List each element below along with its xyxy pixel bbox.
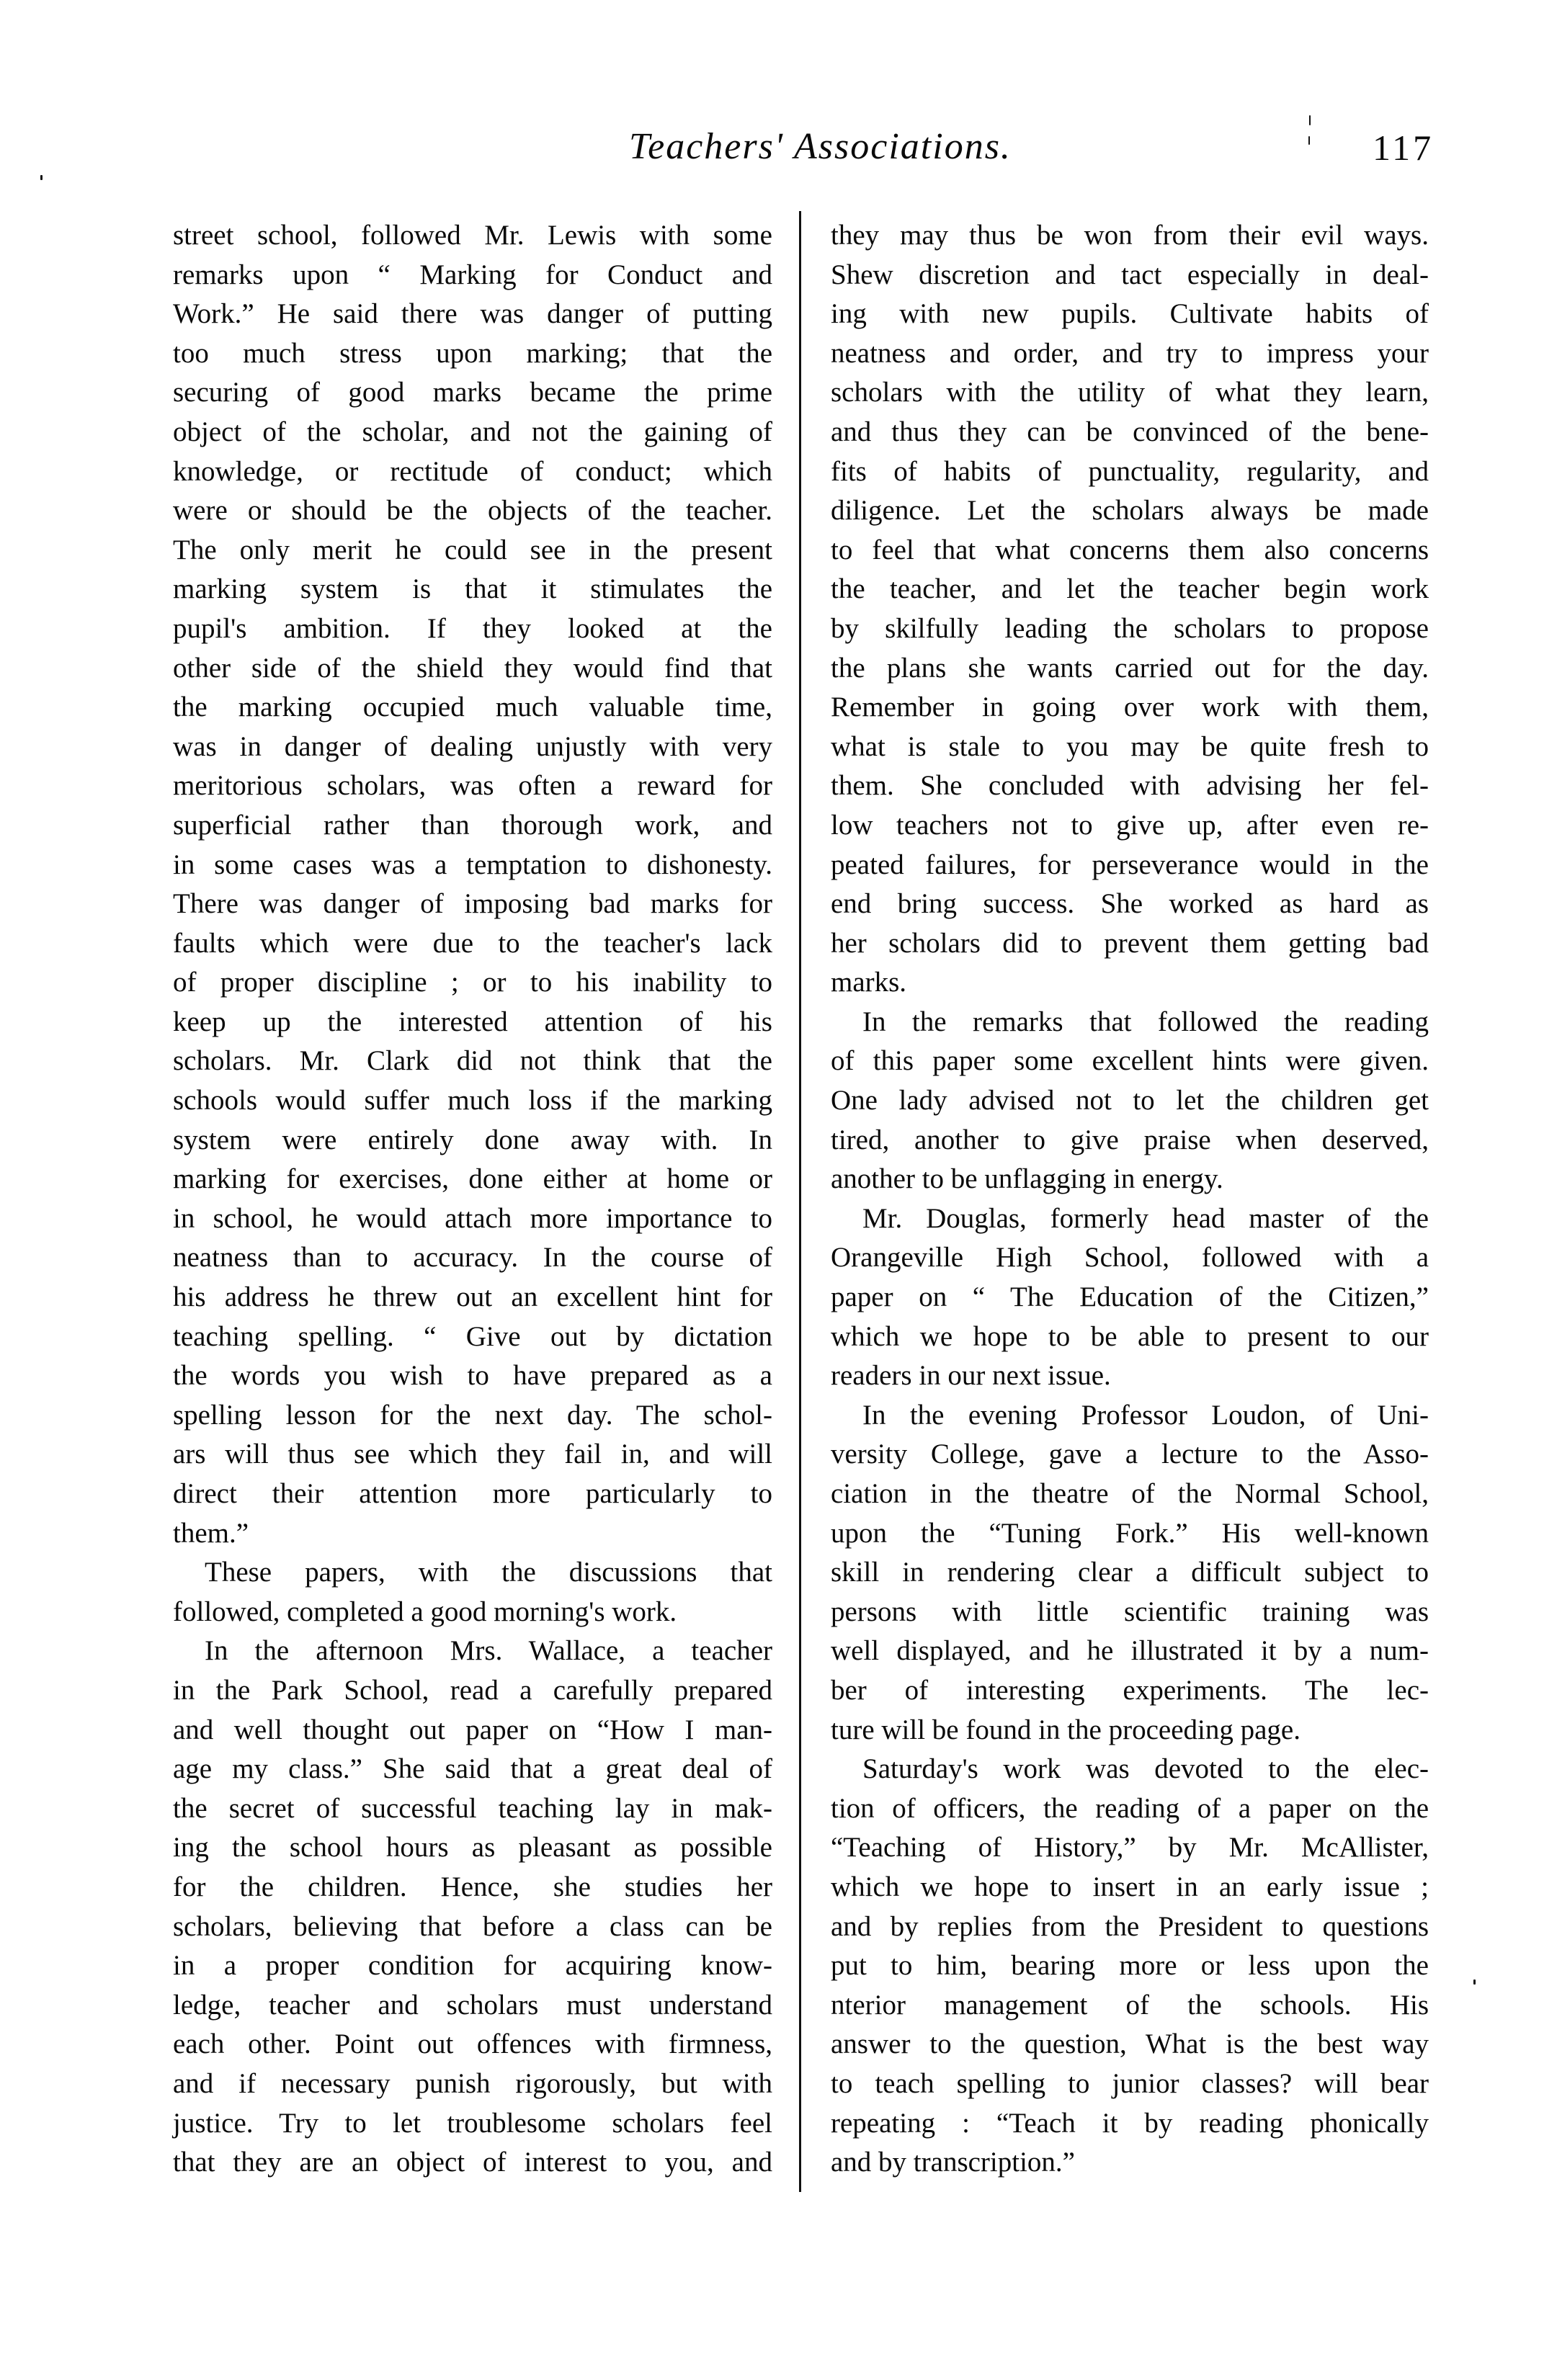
text-line: age my class.” She said that a great deal of (173, 1753, 772, 1785)
text-line: ber of interesting experiments. The lec- (831, 1674, 1429, 1706)
text-line: Remember in going over work with them, (831, 692, 1429, 723)
text-line: The only merit he could see in the present (173, 534, 772, 565)
text-line: in a proper condition for acquiring know- (173, 1950, 772, 1982)
text-line: the marking occupied much valuable time, (173, 692, 772, 723)
text-line: securing of good marks became the prime (173, 377, 772, 408)
text-line: scholars. Mr. Clark did not think that the (173, 1045, 772, 1077)
text-line: the teacher, and let the teacher begin work (831, 573, 1429, 605)
text-line: by skilfully leading the scholars to propose (831, 612, 1429, 644)
text-line: which we hope to be able to present to our (831, 1320, 1429, 1352)
text-line: tion of officers, the reading of a paper on the (831, 1792, 1429, 1824)
text-line: that they are an object of interest to you, and (173, 2147, 772, 2178)
text-line: system were entirely done away with. In (173, 1124, 772, 1155)
text-line: neatness than to accuracy. In the course of (173, 1242, 772, 1274)
text-line: fits of habits of punctuality, regularity, and (831, 455, 1429, 487)
text-line: and by transcription.” (831, 2147, 1075, 2178)
text-line: other side of the shield they would find that (173, 652, 772, 684)
text-line: and thus they can be convinced of the bene- (831, 416, 1429, 447)
column-divider (799, 211, 801, 2192)
text-line: paper on “ The Education of the Citizen,” (831, 1281, 1429, 1313)
text-line: faults which were due to the teacher's lack (173, 927, 772, 959)
text-line: repeating : “Teach it by reading phonically (831, 2107, 1429, 2139)
text-line: marking system is that it stimulates the (173, 573, 772, 605)
text-line: ciation in the theatre of the Normal School, (831, 1478, 1429, 1509)
text-line: “Teaching of History,” by Mr. McAllister, (831, 1832, 1429, 1864)
paragraph-first-line: In the afternoon Mrs. Wallace, a teacher (205, 1635, 772, 1667)
text-line: of proper discipline ; or to his inability to (173, 967, 772, 998)
text-line: his address he threw out an excellent hint for (173, 1281, 772, 1313)
text-line: ture will be found in the proceeding page. (831, 1714, 1301, 1745)
text-line: scholars with the utility of what they learn, (831, 377, 1429, 408)
text-line: spelling lesson for the next day. The schol- (173, 1399, 772, 1431)
paragraph-first-line: Mr. Douglas, formerly head master of the (862, 1202, 1429, 1234)
text-line: to teach spelling to junior classes? will bear (831, 2067, 1429, 2099)
text-line: versity College, gave a lecture to the Asso- (831, 1439, 1429, 1470)
paragraph-first-line: In the evening Professor Loudon, of Uni- (862, 1399, 1429, 1431)
scan-speck (40, 175, 43, 180)
text-line: too much stress upon marking; that the (173, 337, 772, 369)
text-line: street school, followed Mr. Lewis with some (173, 220, 772, 251)
text-line: tired, another to give praise when deserved, (831, 1124, 1429, 1155)
text-line: readers in our next issue. (831, 1360, 1111, 1392)
text-line: well displayed, and he illustrated it by a num- (831, 1635, 1429, 1667)
text-line: of this paper some excellent hints were given. (831, 1045, 1429, 1077)
text-line: which we hope to insert in an early issue ; (831, 1871, 1429, 1902)
text-line: nterior management of the schools. His (831, 1989, 1429, 2021)
text-line: ing the school hours as pleasant as possible (173, 1832, 772, 1864)
text-line: what is stale to you may be quite fresh to (831, 730, 1429, 762)
text-line: answer to the question, What is the best way (831, 2028, 1429, 2060)
text-line: the secret of successful teaching lay in mak- (173, 1792, 772, 1824)
text-line: skill in rendering clear a difficult subject to (831, 1557, 1429, 1588)
text-line: justice. Try to let troublesome scholars feel (173, 2107, 772, 2139)
text-line: them. She concluded with advising her fel- (831, 770, 1429, 802)
text-line: end bring success. She worked as hard as (831, 888, 1429, 920)
text-line: were or should be the objects of the teacher. (173, 495, 772, 527)
paragraph-first-line: These papers, with the discussions that (205, 1557, 772, 1588)
text-line: the plans she wants carried out for the day. (831, 652, 1429, 684)
text-line: ars will thus see which they fail in, and will (173, 1439, 772, 1470)
text-line: her scholars did to prevent them getting bad (831, 927, 1429, 959)
text-line: them.” (173, 1517, 249, 1549)
scan-speck (1308, 136, 1310, 145)
text-line: persons with little scientific training was (831, 1596, 1429, 1627)
text-line: scholars, believing that before a class can be (173, 1910, 772, 1942)
text-line: superficial rather than thorough work, and (173, 809, 772, 841)
text-line: the words you wish to have prepared as a (173, 1360, 772, 1392)
text-line: direct their attention more particularly to (173, 1478, 772, 1509)
paragraph-first-line: Saturday's work was devoted to the elec- (862, 1753, 1429, 1785)
text-line: schools would suffer much loss if the marking (173, 1085, 772, 1117)
text-line: put to him, bearing more or less upon the (831, 1950, 1429, 1982)
text-line: object of the scholar, and not the gaining of (173, 416, 772, 447)
text-line: each other. Point out offences with firmness, (173, 2028, 772, 2060)
text-line: Shew discretion and tact especially in deal- (831, 259, 1429, 290)
running-head (0, 121, 1557, 171)
text-line: for the children. Hence, she studies her (173, 1871, 772, 1902)
paragraph-first-line: In the remarks that followed the reading (862, 1006, 1429, 1037)
text-line: One lady advised not to let the children get (831, 1085, 1429, 1117)
text-line: low teachers not to give up, after even re- (831, 809, 1429, 841)
text-line: to feel that what concerns them also concerns (831, 534, 1429, 565)
text-line: There was danger of imposing bad marks for (173, 888, 772, 920)
text-line: knowledge, or rectitude of conduct; which (173, 455, 772, 487)
text-line: upon the “Tuning Fork.” His well-known (831, 1517, 1429, 1549)
text-line: peated failures, for perseverance would in the (831, 849, 1429, 880)
text-line: in the Park School, read a carefully prepared (173, 1674, 772, 1706)
text-line: was in danger of dealing unjustly with very (173, 730, 772, 762)
text-line: in some cases was a temptation to dishonesty. (173, 849, 772, 880)
page-number: 117 (1373, 128, 1435, 168)
text-line: and by replies from the President to questions (831, 1910, 1429, 1942)
text-line: marks. (831, 967, 907, 998)
text-line: another to be unflagging in energy. (831, 1163, 1223, 1195)
text-line: meritorious scholars, was often a reward for (173, 770, 772, 802)
text-line: Orangeville High School, followed with a (831, 1242, 1429, 1274)
text-line: diligence. Let the scholars always be made (831, 495, 1429, 527)
text-line: ledge, teacher and scholars must understand (173, 1989, 772, 2021)
text-line: and if necessary punish rigorously, but with (173, 2067, 772, 2099)
text-line: followed, completed a good morning's work. (173, 1596, 677, 1627)
scan-speck (1473, 1979, 1476, 1985)
text-line: neatness and order, and try to impress your (831, 337, 1429, 369)
text-line: and well thought out paper on “How I man- (173, 1714, 772, 1745)
text-line: remarks upon “ Marking for Conduct and (173, 259, 772, 290)
text-line: teaching spelling. “ Give out by dictation (173, 1320, 772, 1352)
text-line: marking for exercises, done either at home or (173, 1163, 772, 1195)
text-line: Work.” He said there was danger of putting (173, 298, 772, 330)
right-column (831, 216, 1429, 2183)
running-title: Teachers' Associations. (629, 126, 1012, 167)
text-line: keep up the interested attention of his (173, 1006, 772, 1037)
text-line: ing with new pupils. Cultivate habits of (831, 298, 1429, 330)
text-line: they may thus be won from their evil ways. (831, 220, 1429, 251)
text-line: pupil's ambition. If they looked at the (173, 612, 772, 644)
scan-speck (1309, 115, 1311, 125)
text-line: in school, he would attach more importance to (173, 1202, 772, 1234)
left-column (173, 216, 772, 2183)
